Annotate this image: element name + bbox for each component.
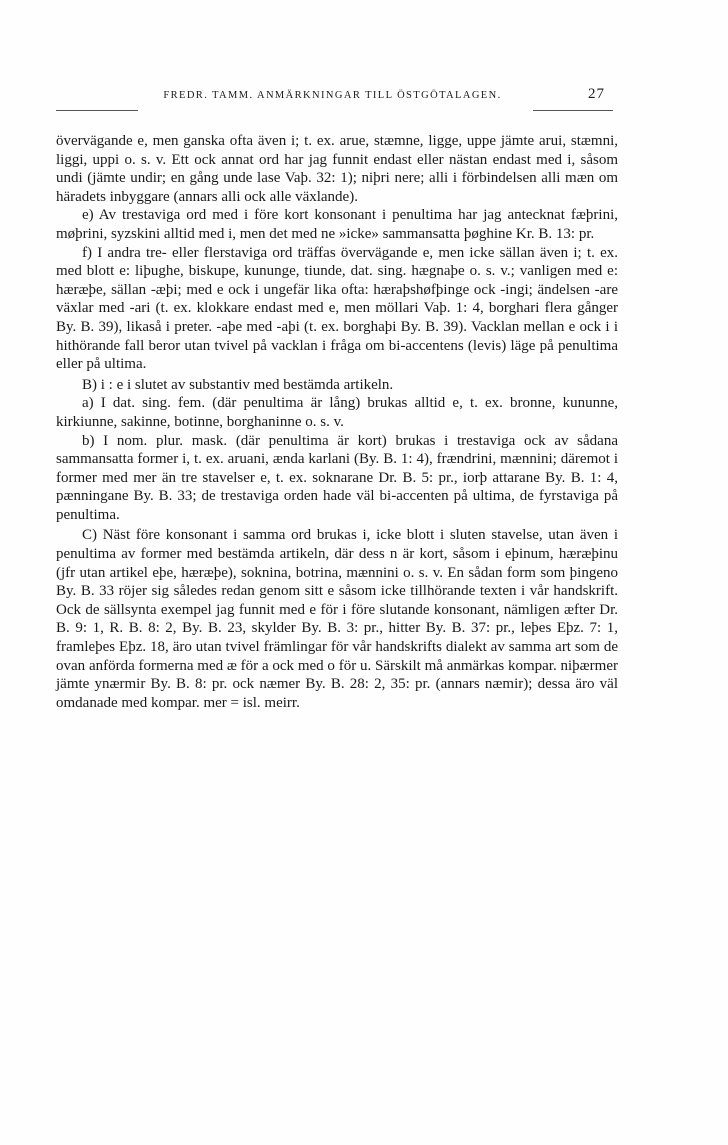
page-number: 27 bbox=[588, 86, 605, 102]
body-text bbox=[56, 132, 618, 712]
paragraph-3: f) I andra tre- eller flerstaviga ord träffas övervägande e, men icke sällan även i; t. ex. med blott e: liþughe, biskupe, kununge, tiunde, dat. sing. hægnaþe o. s. v.; vanligen med e: hæræþe, sällan -æþi; med e ock i ungefär lika ofta: hæraþshøfþinge ock -ingi; ändelsen -are växlar med -ari (t. ex. klokkare endast med e, men möllari Vaþ. 1: 4, borghari flera gånger By. B. 39), likaså i preter. -aþe med -aþi (t. ex. borghaþi By. B. 39). Vacklan mellan e ock i i hithörande fall beror utan tvivel på vacklan i fråga om bi-accentens (levis) läge på penultima eller på ultima. bbox=[56, 244, 618, 373]
paragraph-1: övervägande e, men ganska ofta även i; t. ex. arue, stæmne, ligge, uppe jämte arui, stæmni, liggi, uppi o. s. v. Ett ock annat ord har jag funnit endast eller nästan endast med i, såsom undi (jämte undir; en gång unde lase Vaþ. 32: 1); niþri nere; alli i förbindelsen alli mæn om häradets inbyggare (annars alli ock alle växlande). bbox=[56, 133, 618, 205]
header-rule-right bbox=[533, 110, 613, 111]
running-header: FREDR. TAMM. ANMÄRKNINGAR TILL ÖSTGÖTALAGEN. bbox=[163, 90, 502, 101]
paragraph-2: e) Av trestaviga ord med i före kort konsonant i penultima har jag antecknat fæþrini, møþrini, syzskini alltid med i, men det med ne »icke» sammansatta þøghine Kr. B. 13: pr. bbox=[56, 207, 618, 242]
paragraph-6: b) I nom. plur. mask. (där penultima är kort) brukas i trestaviga ock av sådana sammansatta former i, t. ex. aruani, ænda karlani (By. B. 1: 4), frændrini, mænnini; däremot i former med mer än tre stavelser e, t. ex. soknarane Dr. B. 5: pr., iorþ attarane By. B. 1: 4, pænningane By. B. 33; de trestaviga orden hade väl bi-accenten på ultima, de fyrstaviga på penultima. bbox=[56, 432, 618, 523]
paragraph-7: C) Näst före konsonant i samma ord brukas i, icke blott i sluten stavelse, utan även i penultima av former med bestämda artikeln, där dess n är kort, såsom i eþinum, hæræþinu (jfr utan artikel eþe, hæræþe), soknina, botrina, mænnini o. s. v. En sådan form som þingeno By. B. 33 röjer sig således redan genom sitt e såsom icke tillhörande texten i vår handskrift. Ock de sällsynta exempel jag funnit med e för i före slutande konsonant, nämligen æfter Dr. B. 9: 1, R. B. 8: 2, By. B. 23, skylder By. B. 3: pr., hitter By. B. 37: pr., leþes Eþz. 7: 1, framleþes Eþz. 18, äro utan tvivel främlingar för vår handskrifts dialekt av samma art som de ovan anförda formerna med æ för a ock med o för u. Särskilt må anmärkas kompar. niþærmer jämte ynærmir By. B. 8: pr. ock næmer By. B. 28: 2, 35: pr. (annars næmir); dessa äro väl omdanade med kompar. mer = isl. meirr. bbox=[56, 527, 618, 711]
header-rule-left bbox=[56, 110, 138, 111]
section-heading-b: B) i : e i slutet av substantiv med bestämda artikeln. bbox=[82, 376, 394, 393]
paragraph-5: a) I dat. sing. fem. (där penultima är lång) brukas alltid e, t. ex. bronne, kununne, kirkiunne, sakinne, botinne, borghaninne o. s. v. bbox=[56, 395, 618, 430]
